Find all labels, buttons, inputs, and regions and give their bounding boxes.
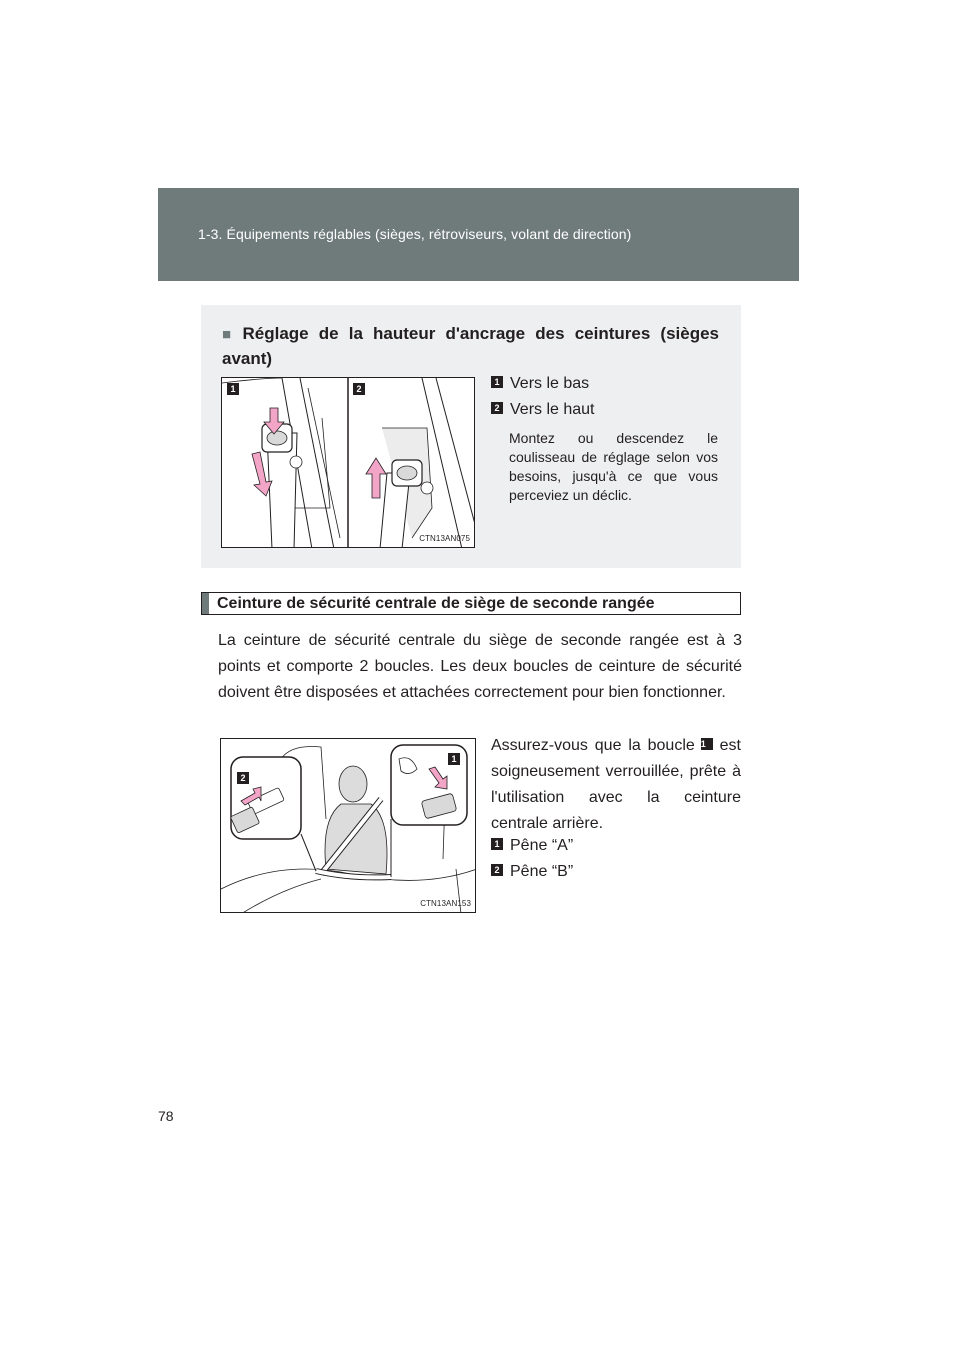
figure-badge-2: 2 bbox=[353, 383, 365, 395]
center-belt-illustration bbox=[221, 739, 476, 913]
figure-badge-1: 1 bbox=[448, 753, 460, 765]
legend-item-tongue-a bbox=[491, 836, 573, 856]
number-badge-2: 2 bbox=[491, 402, 503, 414]
number-badge-1: 1 bbox=[491, 838, 503, 850]
center-belt-figure bbox=[220, 738, 476, 913]
section-heading-bar bbox=[201, 592, 741, 615]
legend-label-down: Vers le bas bbox=[510, 375, 590, 392]
legend-label-tongue-a: Pêne “A” bbox=[510, 837, 574, 854]
chapter-header bbox=[158, 188, 799, 281]
number-badge-1: 1 bbox=[701, 738, 713, 750]
figure-badge-1: 1 bbox=[227, 383, 239, 395]
number-badge-2: 2 bbox=[491, 864, 503, 876]
chapter-title: 1-3. Équipements réglables (sièges, rétroviseurs, volant de direction) bbox=[198, 226, 632, 242]
panel-note: Montez ou descendez le coulisseau de réglage selon vos besoins, jusqu'à ce que vous perceviez un déclic. bbox=[509, 430, 718, 503]
section-marker bbox=[202, 593, 209, 614]
instruction-text-before: Assurez-vous que la boucle bbox=[491, 737, 695, 754]
instruction-text-after: est soigneusement verrouillée, prête à l'utilisation avec la ceinture centrale arrière. bbox=[491, 737, 741, 832]
section-paragraph: La ceinture de sécurité centrale du siège de seconde rangée est à 3 points et comporte 2 boucles. Les deux boucles de ceinture de sécurité doivent être disposées et attachées correctement pour bien fonctionner. bbox=[218, 632, 742, 701]
square-bullet-icon: ■ bbox=[222, 326, 237, 343]
legend-label-up: Vers le haut bbox=[510, 401, 595, 418]
figure-code: CTN13AN075 bbox=[419, 534, 470, 543]
panel-heading-text: Réglage de la hauteur d'ancrage des ceintures (sièges avant) bbox=[222, 324, 720, 368]
section-title: Ceinture de sécurité centrale de siège de seconde rangée bbox=[217, 595, 655, 612]
figure-code: CTN13AN153 bbox=[420, 899, 471, 908]
legend-item-up bbox=[491, 400, 595, 420]
legend-label-tongue-b: Pêne “B” bbox=[510, 863, 574, 880]
panel-heading bbox=[222, 322, 719, 371]
figure-badge-2: 2 bbox=[237, 772, 249, 784]
buckle-instruction bbox=[491, 733, 741, 837]
anchor-adjust-illustration bbox=[222, 378, 475, 548]
anchor-adjust-figure bbox=[221, 377, 475, 548]
legend-item-tongue-b bbox=[491, 862, 573, 882]
number-badge-1: 1 bbox=[491, 376, 503, 388]
legend-item-down bbox=[491, 374, 589, 394]
page-number: 78 bbox=[158, 1108, 174, 1124]
